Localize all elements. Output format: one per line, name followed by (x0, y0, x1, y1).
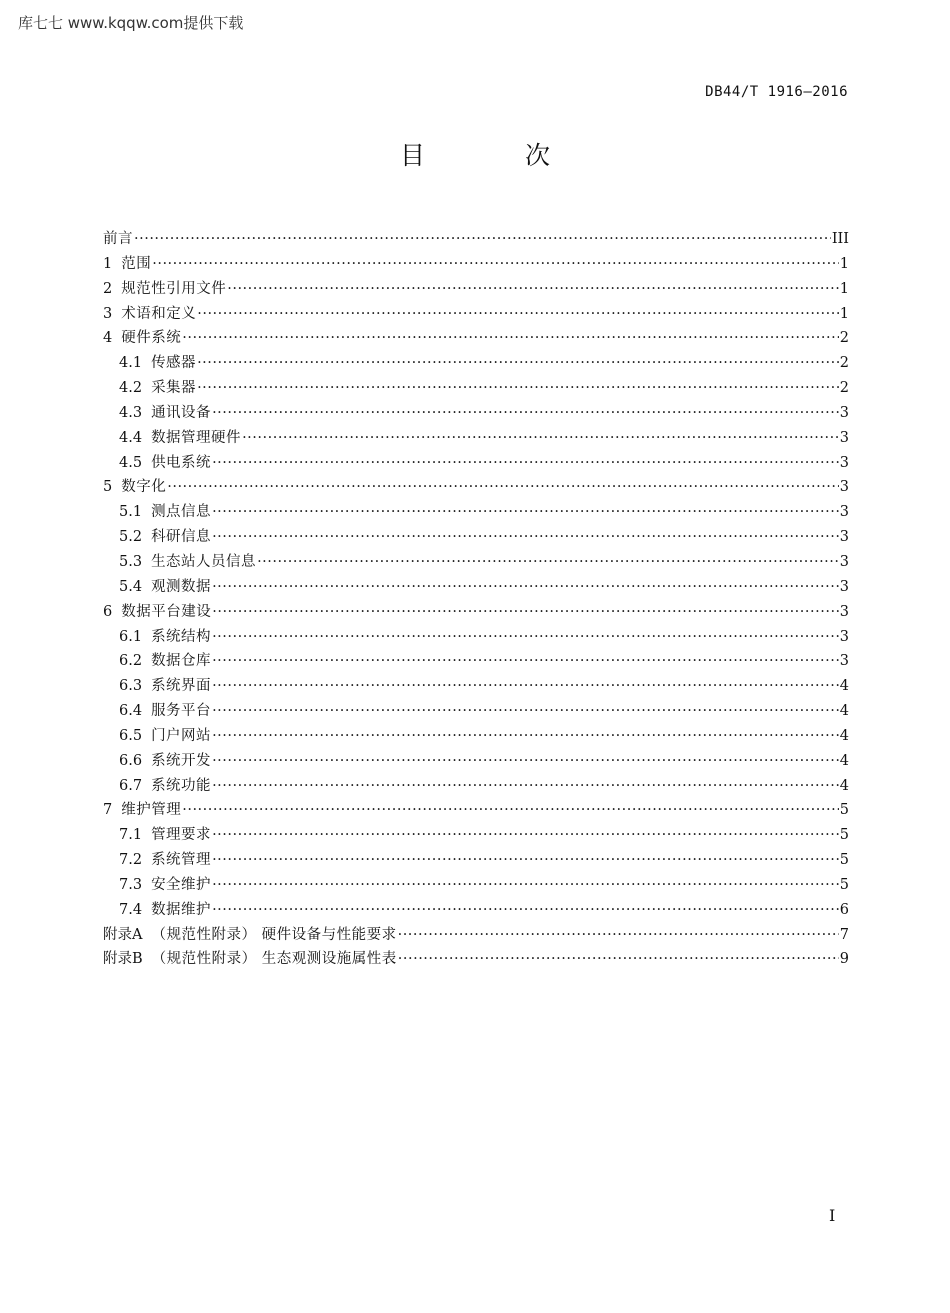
toc-entry-page: 3 (839, 504, 849, 521)
toc-entry-label: 前言 (103, 231, 133, 247)
toc-entry-page: 5 (839, 852, 849, 869)
toc-entry-label: 系统管理 (151, 852, 212, 869)
toc-entry-label: 管理要求 (151, 827, 212, 844)
toc-entry-number: 7 (103, 802, 113, 819)
toc-entry-label: 维护管理 (121, 802, 182, 819)
toc-entry-page: 3 (839, 404, 849, 421)
toc-entry-number: 6.4 (119, 703, 143, 720)
toc-leader-dots (212, 873, 839, 898)
toc-entry[interactable] (103, 277, 849, 302)
toc-entry-label: 门户网站 (151, 727, 212, 744)
toc-entry-label: 数字化 (121, 479, 167, 496)
toc-entry-page: 7 (839, 926, 849, 943)
toc-entry-number: 7.3 (119, 876, 143, 893)
toc-entry-label: （规范性附录） 硬件设备与性能要求 (151, 926, 397, 943)
toc-entry[interactable] (103, 575, 849, 600)
toc-entry[interactable] (103, 873, 849, 898)
toc-entry-number: 4.2 (119, 380, 143, 397)
toc-entry-label: 系统结构 (151, 628, 212, 645)
toc-entry-label: 术语和定义 (121, 305, 197, 322)
toc-entry-number: 7.2 (119, 852, 143, 869)
toc-entry-page: 1 (839, 255, 849, 272)
toc-entry-page: 4 (839, 678, 849, 695)
toc-entry[interactable] (103, 923, 849, 948)
toc-entry-number: 6.7 (119, 777, 143, 794)
toc-leader-dots (212, 898, 839, 923)
toc-leader-dots (212, 674, 839, 699)
watermark-text: 库七七 www.kqqw.com提供下载 (18, 14, 244, 32)
toc-entry-number: 6.6 (119, 752, 143, 769)
toc-entry[interactable] (103, 749, 849, 774)
toc-entry-number: 6.3 (119, 678, 143, 695)
toc-entry[interactable] (103, 600, 849, 625)
toc-entry-label: 服务平台 (151, 703, 212, 720)
toc-entry[interactable] (103, 774, 849, 799)
toc-leader-dots (197, 376, 839, 401)
toc-leader-dots (212, 724, 839, 749)
toc-leader-dots (212, 774, 839, 799)
toc-entry-label: 范围 (121, 255, 152, 272)
toc-entry-number: 7.1 (119, 827, 143, 844)
toc-leader-dots (134, 227, 831, 252)
document-code: DB44/T 1916—2016 (705, 84, 848, 100)
toc-entry[interactable] (103, 500, 849, 525)
toc-entry-number: 1 (103, 255, 113, 272)
toc-entry-number: 4.4 (119, 429, 143, 446)
toc-leader-dots (167, 475, 839, 500)
toc-leader-dots (398, 923, 839, 948)
table-of-contents (103, 227, 849, 972)
toc-entry-label: 生态站人员信息 (151, 553, 257, 570)
toc-entry[interactable] (103, 947, 849, 972)
toc-leader-dots (212, 625, 839, 650)
toc-leader-dots (182, 798, 839, 823)
toc-entry[interactable] (103, 426, 849, 451)
toc-entry-number: 6 (103, 603, 113, 620)
toc-entry-page: 3 (839, 454, 849, 471)
toc-leader-dots (242, 426, 839, 451)
toc-entry[interactable] (103, 823, 849, 848)
toc-entry[interactable] (103, 798, 849, 823)
toc-entry-label: （规范性附录） 生态观测设施属性表 (151, 951, 397, 968)
toc-entry[interactable] (103, 848, 849, 873)
toc-entry-label: 数据维护 (151, 901, 212, 918)
toc-entry-number: 5 (103, 479, 113, 496)
toc-entry-label: 规范性引用文件 (121, 280, 227, 297)
toc-entry[interactable] (103, 475, 849, 500)
toc-entry-number: 2 (103, 280, 113, 297)
toc-entry[interactable] (103, 674, 849, 699)
toc-entry-number: 7.4 (119, 901, 143, 918)
toc-entry-page: 4 (839, 727, 849, 744)
toc-entry[interactable] (103, 550, 849, 575)
toc-entry-label: 通讯设备 (151, 404, 212, 421)
toc-entry[interactable] (103, 451, 849, 476)
toc-leader-dots (182, 326, 839, 351)
toc-leader-dots (152, 252, 839, 277)
toc-entry-page: 4 (839, 752, 849, 769)
toc-entry-number: 4 (103, 330, 113, 347)
toc-entry[interactable] (103, 898, 849, 923)
toc-entry-number: 6.2 (119, 653, 143, 670)
toc-leader-dots (212, 500, 839, 525)
toc-leader-dots (212, 451, 839, 476)
toc-entry-number: 5.4 (119, 578, 143, 595)
toc-entry[interactable] (103, 252, 849, 277)
toc-entry-page: 2 (839, 330, 849, 347)
toc-entry-label: 传感器 (151, 355, 197, 372)
toc-entry-page: 5 (839, 876, 849, 893)
toc-leader-dots (212, 600, 839, 625)
toc-entry-page: III (831, 231, 849, 247)
toc-entry[interactable] (103, 649, 849, 674)
toc-leader-dots (212, 699, 839, 724)
toc-entry[interactable] (103, 326, 849, 351)
toc-entry-number: 附录B (103, 951, 143, 968)
toc-entry-page: 3 (839, 603, 849, 620)
toc-entry[interactable] (103, 302, 849, 327)
toc-entry-page: 4 (839, 777, 849, 794)
toc-leader-dots (197, 302, 839, 327)
toc-entry-number: 4.5 (119, 454, 143, 471)
toc-entry-number: 3 (103, 305, 113, 322)
toc-entry-label: 科研信息 (151, 529, 212, 546)
toc-entry-page: 1 (839, 305, 849, 322)
page-title: 目 次 (400, 141, 596, 170)
toc-leader-dots (212, 401, 839, 426)
toc-entry-number: 5.1 (119, 504, 143, 521)
toc-entry-label: 硬件系统 (121, 330, 182, 347)
toc-entry[interactable] (103, 351, 849, 376)
toc-leader-dots (257, 550, 839, 575)
toc-entry-label: 系统界面 (151, 678, 212, 695)
toc-entry-label: 供电系统 (151, 454, 212, 471)
toc-leader-dots (197, 351, 839, 376)
toc-entry-page: 2 (839, 380, 849, 397)
toc-entry-label: 采集器 (151, 380, 197, 397)
toc-leader-dots (212, 823, 839, 848)
toc-entry-label: 数据仓库 (151, 653, 212, 670)
toc-leader-dots (227, 277, 839, 302)
toc-leader-dots (212, 525, 839, 550)
toc-entry-label: 观测数据 (151, 578, 212, 595)
toc-entry[interactable] (103, 525, 849, 550)
toc-entry-page: 3 (839, 429, 849, 446)
toc-entry[interactable] (103, 625, 849, 650)
toc-entry-number: 5.3 (119, 553, 143, 570)
toc-entry-label: 系统开发 (151, 752, 212, 769)
toc-entry-number: 6.5 (119, 727, 143, 744)
toc-entry-page: 1 (839, 280, 849, 297)
toc-entry-page: 4 (839, 703, 849, 720)
toc-entry-label: 数据平台建设 (121, 603, 212, 620)
toc-entry[interactable] (103, 401, 849, 426)
toc-entry-page: 3 (839, 553, 849, 570)
toc-entry-page: 5 (839, 802, 849, 819)
toc-entry-page: 3 (839, 479, 849, 496)
toc-entry-label: 数据管理硬件 (151, 429, 242, 446)
toc-leader-dots (398, 947, 839, 972)
toc-leader-dots (212, 749, 839, 774)
toc-entry-page: 3 (839, 653, 849, 670)
toc-entry-page: 3 (839, 628, 849, 645)
toc-entry-label: 安全维护 (151, 876, 212, 893)
toc-entry-page: 5 (839, 827, 849, 844)
toc-entry-label: 测点信息 (151, 504, 212, 521)
toc-leader-dots (212, 575, 839, 600)
toc-entry-number: 5.2 (119, 529, 143, 546)
toc-leader-dots (212, 848, 839, 873)
toc-entry[interactable] (103, 699, 849, 724)
toc-entry[interactable] (103, 376, 849, 401)
toc-entry-number: 6.1 (119, 628, 143, 645)
toc-entry-page: 3 (839, 578, 849, 595)
toc-entry[interactable] (103, 227, 849, 252)
toc-entry-page: 2 (839, 355, 849, 372)
toc-entry-page: 3 (839, 529, 849, 546)
toc-entry[interactable] (103, 724, 849, 749)
toc-entry-page: 6 (839, 901, 849, 918)
toc-entry-number: 4.3 (119, 404, 143, 421)
toc-entry-number: 4.1 (119, 355, 143, 372)
toc-entry-label: 系统功能 (151, 777, 212, 794)
page-number: I (829, 1206, 836, 1225)
toc-leader-dots (212, 649, 839, 674)
toc-entry-number: 附录A (103, 926, 143, 943)
toc-entry-page: 9 (839, 951, 849, 968)
